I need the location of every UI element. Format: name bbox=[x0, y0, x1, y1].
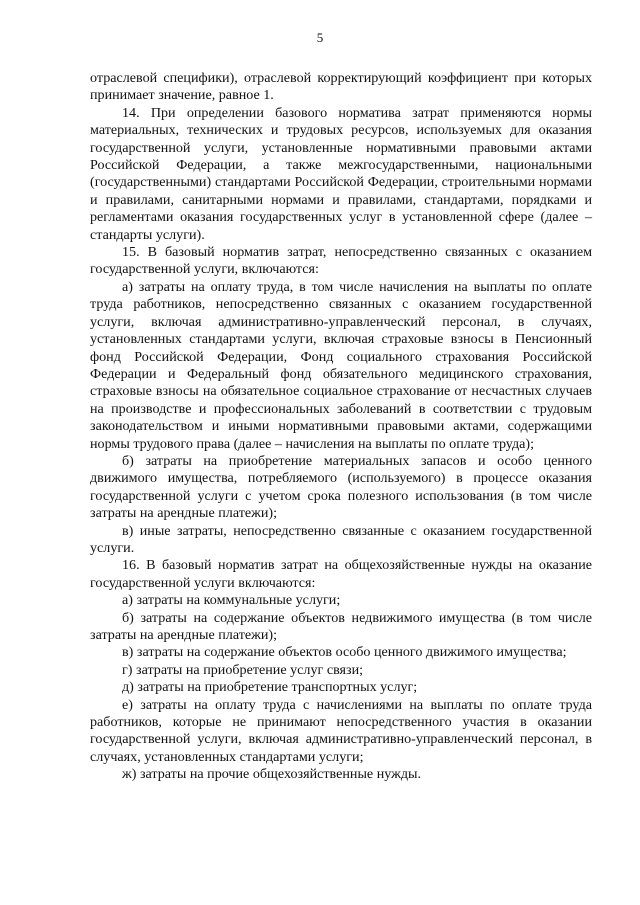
paragraph-16-b: б) затраты на содержание объектов недвижимого имущества (в том числе затраты на арендные платежи); bbox=[90, 609, 592, 643]
paragraph-15-v: в) иные затраты, непосредственно связанные с оказанием государственной услуги. bbox=[90, 522, 592, 556]
paragraph-16-d: д) затраты на приобретение транспортных услуг; bbox=[122, 679, 418, 696]
paragraph-15-b: б) затраты на приобретение материальных запасов и особо ценного движимого имущества, потребляемого (используемого) в процессе оказания государственной услуги с учетом срока полезного использования (в том числе затраты на арендные платежи); bbox=[90, 452, 592, 522]
paragraph-16-v: в) затраты на содержание объектов особо ценного движимого имущества; bbox=[122, 644, 567, 661]
paragraph-16-e: е) затраты на оплату труда с начислениями на выплаты по оплате труда работников, которые не принимают непосредственного участия в оказании государственной услуги, включая административно-управленческий персонал, в случаях, установленных стандартами услуги; bbox=[90, 696, 592, 765]
document-body bbox=[90, 70, 592, 784]
paragraph-16-g: г) затраты на приобретение услуг связи; bbox=[122, 661, 364, 678]
paragraph-16-zh: ж) затраты на прочие общехозяйственные нужды. bbox=[122, 766, 422, 783]
page-number: 5 bbox=[316, 30, 324, 45]
paragraph-14: 14. При определении базового норматива затрат применяются нормы материальных, технических и трудовых ресурсов, используемых для оказания государственной услуги, установленные нормативными правовыми актами Российской Федерации, а также межгосударственными, национальными (государственными) стандартами Российской Федерации, строительными нормами и правилами, санитарными нормами и правилами, стандартами, порядками и регламентами оказания государственных услуг в установленной сфере (далее – стандарты услуги). bbox=[90, 104, 592, 243]
paragraph-15-a: а) затраты на оплату труда, в том числе начисления на выплаты по оплате труда работников, непосредственно связанных с оказанием государственной услуги, включая административно-управленческий персонал, в случаях, установленных стандартами услуги, включая страховые взносы в Пенсионный фонд Российской Федерации, Фонд социального страхования Российской Федерации и Федеральный фонд обязательного медицинского страхования, страховые взносы на обязательное социальное страхование от несчастных случаев на производстве и профессиональных заболеваний в соответствии с трудовым законодательством и иными нормативными правовыми актами, содержащими нормы трудового права (далее – начисления на выплаты по оплате труда); bbox=[90, 278, 592, 452]
paragraph-15: 15. В базовый норматив затрат, непосредственно связанных с оказанием государственной услуги, включаются: bbox=[90, 244, 592, 278]
paragraph-16: 16. В базовый норматив затрат на общехозяйственные нужды на оказание государственной услуги включаются: bbox=[90, 557, 592, 591]
paragraph-16-a: а) затраты на коммунальные услуги; bbox=[122, 592, 341, 609]
paragraph-continuation: отраслевой специфики), отраслевой корректирующий коэффициент при которых принимает значение, равное 1. bbox=[90, 70, 592, 104]
